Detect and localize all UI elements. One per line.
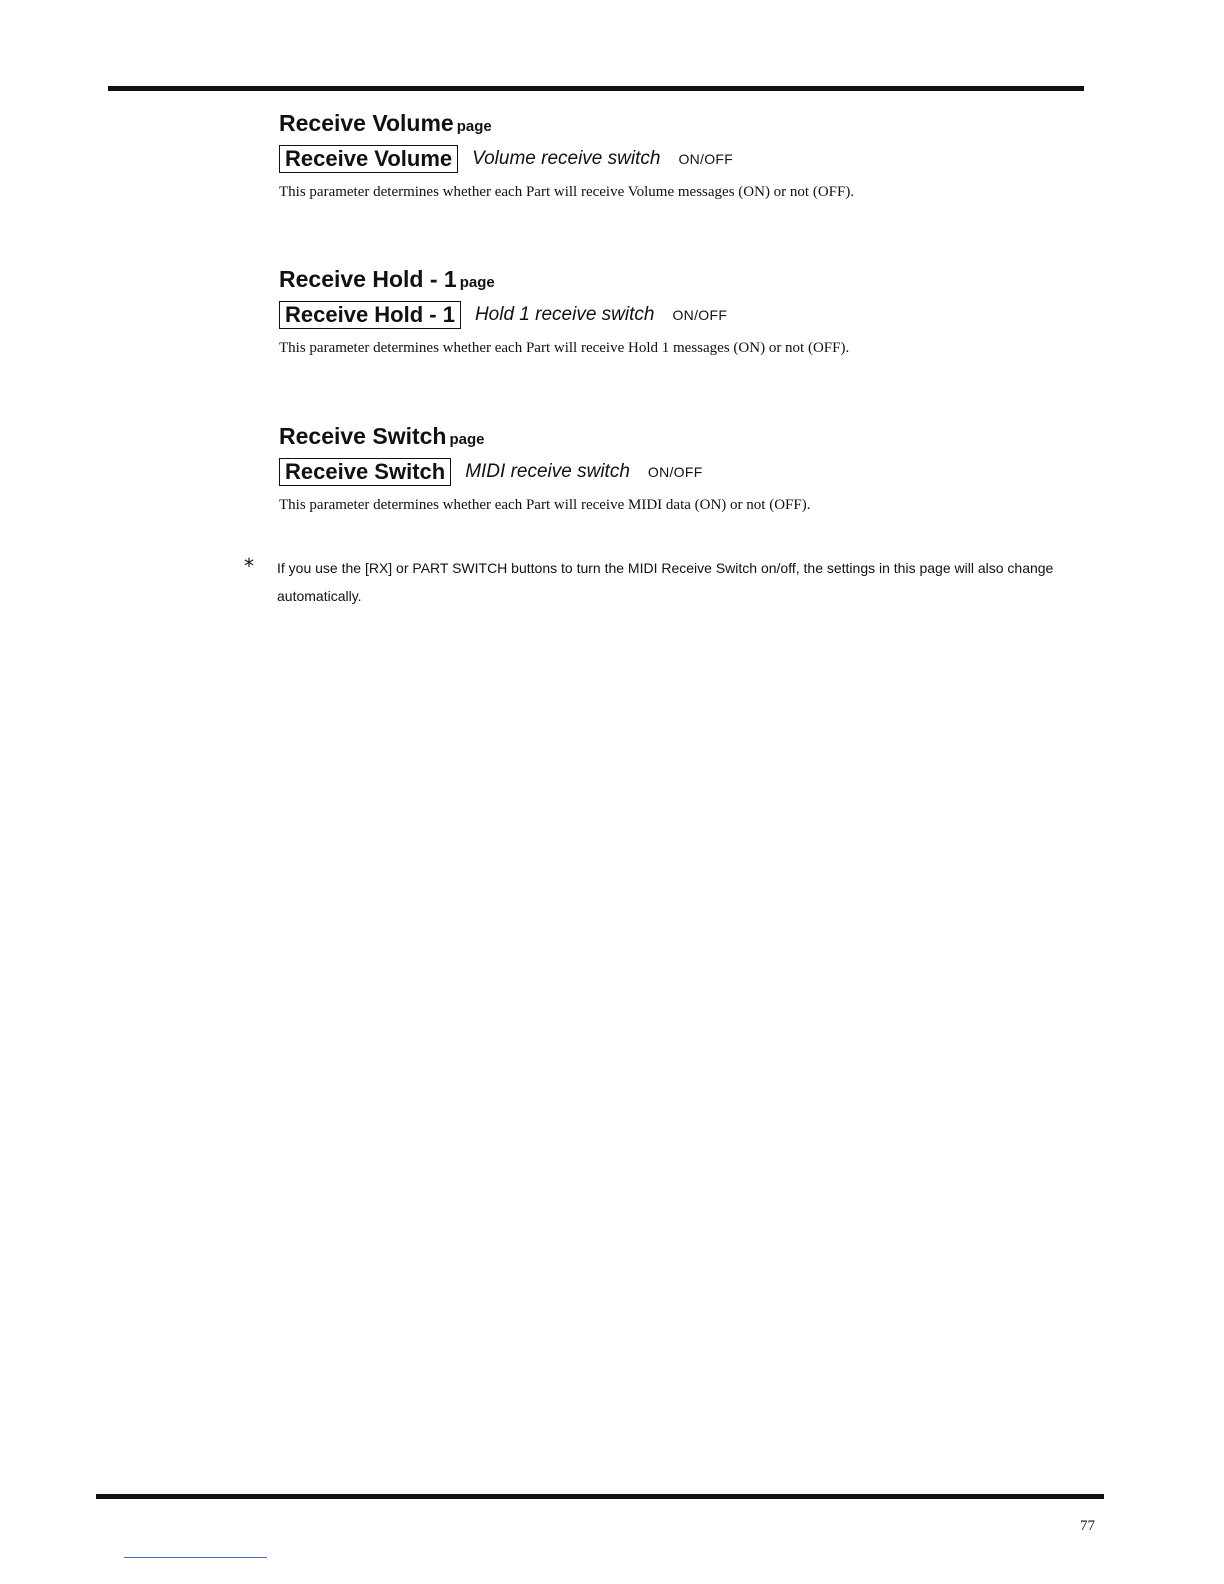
parameter-line [279,457,1099,487]
section-title-text: Receive Hold - 1 [279,266,457,292]
section-title-text: Receive Volume [279,110,454,136]
note-text: If you use the [RX] or PART SWITCH buttons to turn the MIDI Receive Switch on/off, the settings in this page will also change automatically. [277,560,1054,604]
parameter-line [279,300,1099,330]
parameter-description: Hold 1 receive switch [474,304,655,325]
parameter-range: ON/OFF [678,151,734,167]
section-title [279,266,1099,296]
section-body: This parameter determines whether each Part will receive Hold 1 messages (ON) or not (OFF). [279,340,850,356]
section-receive-hold-1 [279,266,1099,358]
parameter-name-box: Receive Hold - 1 [279,301,461,329]
note [244,554,1110,610]
parameter-name-box: Receive Switch [279,458,451,486]
page-word: page [449,431,485,448]
bottom-rule [96,1494,1104,1499]
page-word: page [459,274,495,291]
section-body: This parameter determines whether each Part will receive MIDI data (ON) or not (OFF). [279,497,811,513]
section-body: This parameter determines whether each Part will receive Volume messages (ON) or not (OFF). [279,184,855,200]
parameter-range: ON/OFF [647,464,703,480]
parameter-line [279,144,1099,174]
page-word: page [456,118,492,135]
scan-artifact-line [124,1557,267,1558]
parameter-description: Volume receive switch [472,148,661,169]
parameter-range: ON/OFF [672,307,728,323]
section-receive-switch [279,423,1099,515]
section-title [279,423,1099,453]
section-title-text: Receive Switch [279,423,447,449]
parameter-name-box: Receive Volume [279,145,458,173]
section-title [279,110,1099,140]
asterisk-icon: * [244,554,254,578]
page-number: 77 [1080,1518,1095,1534]
section-receive-volume [279,110,1099,202]
top-rule [108,86,1084,91]
parameter-description: MIDI receive switch [465,461,630,482]
